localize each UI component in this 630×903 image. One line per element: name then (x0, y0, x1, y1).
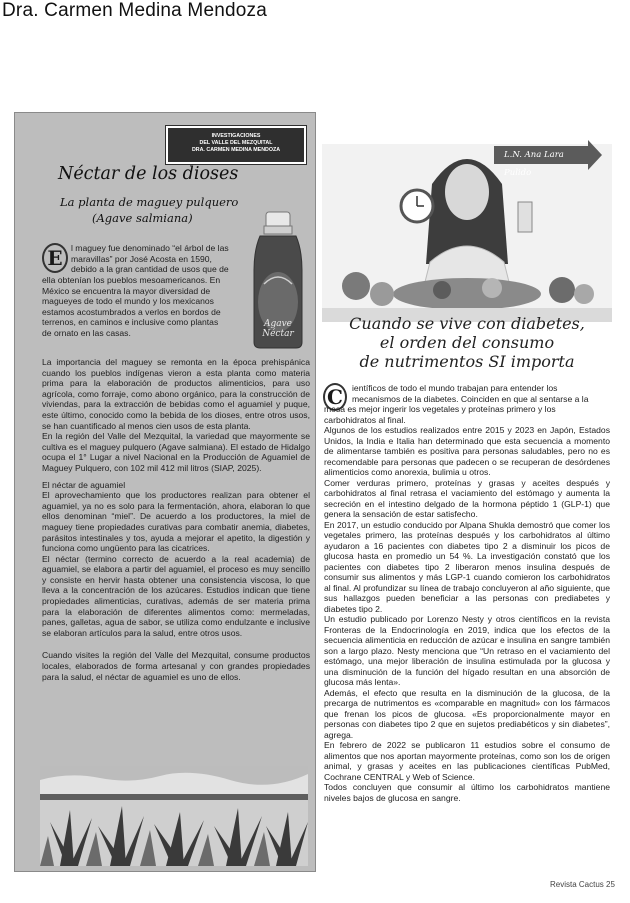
left-intro-line: debido a la gran cantidad de usos que de (71, 264, 229, 275)
left-paragraph: En la región del Valle del Mezquital, la variedad que mayormente se cultiva es el maguey pulquero (Agave salmiana). El estado de Hidalgo ocupa el 1° Lugar a nivel Nacional en la Producción de Aguamiel de Maguey Pulquero, con 102 mil 412 mil litros (SIAP, 2025). (42, 431, 310, 473)
left-paragraph: El aprovechamiento que los productores realizan para obtener el aguamiel, ya no es solo para la fermentación, ahora, elaboran lo que ellos denominan “miel”. De acuerdo a los productores, la miel de maguey tiene propiedades curativas para combatir anemia, diabetes, parásitos intestinales y tos, ayuda a mejorar el apetito, la digestión y funciona como ungüento para las cicatrices. (42, 490, 310, 554)
nectar-bottle-image (246, 210, 310, 350)
right-title-line: de nutrimentos SI importa (359, 352, 575, 371)
left-intro-line: ella obtenían los pueblos mesoamericanos. En (42, 275, 221, 285)
nutritionist-photo (322, 144, 612, 322)
right-paragraph: Algunos de los estudios realizados entre 2015 y 2023 en Japón, Estados Unidos, la India e Italia han determinado que esta secuencia a momento de alimentarse también es positiva para personas saludables, pero no es recomendable para personas que padecen o se recuperan de desórdenes alimenticios como anorexia, bulimia u otros. (324, 425, 610, 477)
right-paragraph: Comer verduras primero, proteínas y grasas y aceites después y carbohidratos al final retrasa el vaciamiento del estómago y aumenta la secreción en el intestino delgado de la hormona péptido 1 (GLP-1) que genera la sensación de estar satisfecho. (324, 477, 610, 519)
left-intro-line: terrenos, en caminos e inclusive como plantas (42, 317, 219, 328)
badge-line-3: DRA. CARMEN MEDINA MENDOZA (191, 147, 281, 153)
right-paragraph: En febrero de 2022 se publicaron 11 estudios sobre el consumo de alimentos que nos aportan mayormente proteínas, como son los de origen animal, y grasas y aceites en las publicaciones científicas PubMed, Cochrane CENTRAL y Web of Science. (324, 740, 610, 782)
left-body (42, 357, 310, 682)
left-paragraph: El néctar (termino correcto de acuerdo a la real academia) de aguamiel, se elabora a partir del aguamiel, el proceso es muy sencillo y consiste en hervir hasta obtener una consistencia viscosa, lo que lleva a la concentración de los azúcares. Estudios indican que tiene propiedades alimenticias, curativas, además de ser materia prima para la elaboración de diferentes alimentos como: mermeladas, panes, galletas, agua de sabor, se utiliza como endulzante e inclusive se elaboran artículos para la salud, entre otros usos. (42, 553, 310, 638)
section-badge (166, 126, 306, 164)
right-intro-top (352, 383, 608, 404)
badge-line-2: DEL VALLE DEL MEZQUITAL (199, 140, 273, 146)
author-name-tag: L.N. Ana Lara Pulido (494, 146, 590, 164)
bottle-label-2: Néctar (262, 329, 294, 339)
left-article-subtitle: La planta de maguey pulquero (60, 195, 239, 209)
left-intro-bottom (42, 275, 246, 339)
right-body (324, 425, 610, 803)
agave-field-photo (40, 766, 308, 866)
left-intro-line: magueyes de todo el mundo y los mexicanos (42, 296, 214, 307)
right-intro-line: mesa es mejor ingerir los vegetales y proteínas primero y los (324, 404, 556, 414)
left-intro-line: estamos acostumbrados a verlos en bordos de (42, 306, 221, 317)
left-intro-line: de ornato en las casas. (42, 327, 131, 338)
left-paragraph: Cuando visites la región del Valle del Mezquital, consume productos locales, elaborados de forma artesanal y con grandes propiedades para la salud, el néctar de aguamiel es uno de ellos. (42, 650, 310, 682)
right-intro-bottom (324, 404, 608, 425)
page-footer: Revista Cactus 25 (550, 880, 615, 889)
right-intro-line: carbohidratos al final. (324, 414, 406, 425)
left-drop-cap: E (42, 243, 68, 273)
badge-line-1: INVESTIGACIONES (211, 133, 261, 139)
right-title-line: Cuando se vive con diabetes, (349, 314, 585, 333)
left-intro-line: México se encuentra la mayor diversidad de (42, 285, 211, 296)
right-paragraph: Además, el efecto que resulta en la disminución de la glucosa, de la precarga de nutrimentos es «comparable en magnitud» con los fármacos que frenan los picos de glucosa. «Es proporcionalmente mayor en personas con diabetes tipo 2 que en sujetos prediabéticos y sin diabetes”, agrega. (324, 687, 610, 740)
left-intro-line: maravillas” por José Acosta en 1590, (71, 253, 212, 264)
right-paragraph: En 2017, un estudio conducido por Alpana Shukla demostró que comer los vegetales primero, las proteínas después y los carbohidratos al último ayudaron a 16 pacientes con diabetes tipo 2 a disminuir los picos de glucosa hasta en promedio un 54 %. La investigación constató que los pacientes con diabetes tipo 2 liberaron menos insulina después de consumir sus alimentos y más LGP-1 cuando comieron los carbohidratos al final. Al profundizar su línea de trabajo concluyeron al año siguiente, que sus hallazgos pueden beneficiar a las personas con prediabetes y diabetes tipo 2. (324, 519, 610, 614)
right-article-title (322, 314, 612, 371)
bottle-label-1: Agave (263, 319, 293, 329)
right-intro-line: ientíficos de todo el mundo trabajan para entender los (352, 383, 558, 393)
left-paragraph: La importancia del maguey se remonta en la época prehispánica cuando los pueblos indígenas vieron a esta planta como materia prima para la elaboración de productos alimenticios, para uso agrícola, como forraje, como abono orgánico, para la construcción de viviendas, para la extracción de bebidas como el aguamiel y puque, este último, conocido como la bebida de los dioses, entre otros usos, se han cuantificado al menos cien usos de esta planta. (42, 357, 310, 431)
right-paragraph: Todos concluyen que consumir al último los carbohidratos mantiene niveles bajos de glucosa en sangre. (324, 782, 610, 803)
left-intro-top (71, 243, 247, 275)
right-paragraph: Un estudio publicado por Lorenzo Nesty y otros científicos en la revista Fronteras de la Endocrinología en 2019, indica que los efectos de la secuencia alimenticia en reducción de azúcar e insulina en sangre también son a largo plazo. Nesty menciona que “Un retraso en el vaciamiento del estómago, una mejor liberación de insulina estimulada por la glucosa y una disminución de la función del hígado resultan en una absorción de glucosa más lenta». (324, 614, 610, 687)
left-intro-line: l maguey fue denominado “el árbol de las (71, 243, 229, 253)
right-title-line: el orden del consumo (379, 333, 555, 352)
left-section-heading: El néctar de aguamiel (42, 479, 126, 490)
page-header-author: Dra. Carmen Medina Mendoza (2, 0, 267, 21)
left-article-title: Néctar de los dioses (58, 164, 239, 184)
right-intro-line: mecanismos de la diabetes. Coinciden en que al sentarse a la (352, 393, 589, 404)
left-article-latin-name: (Agave salmiana) (92, 211, 193, 225)
right-drop-cap: C (323, 383, 347, 411)
